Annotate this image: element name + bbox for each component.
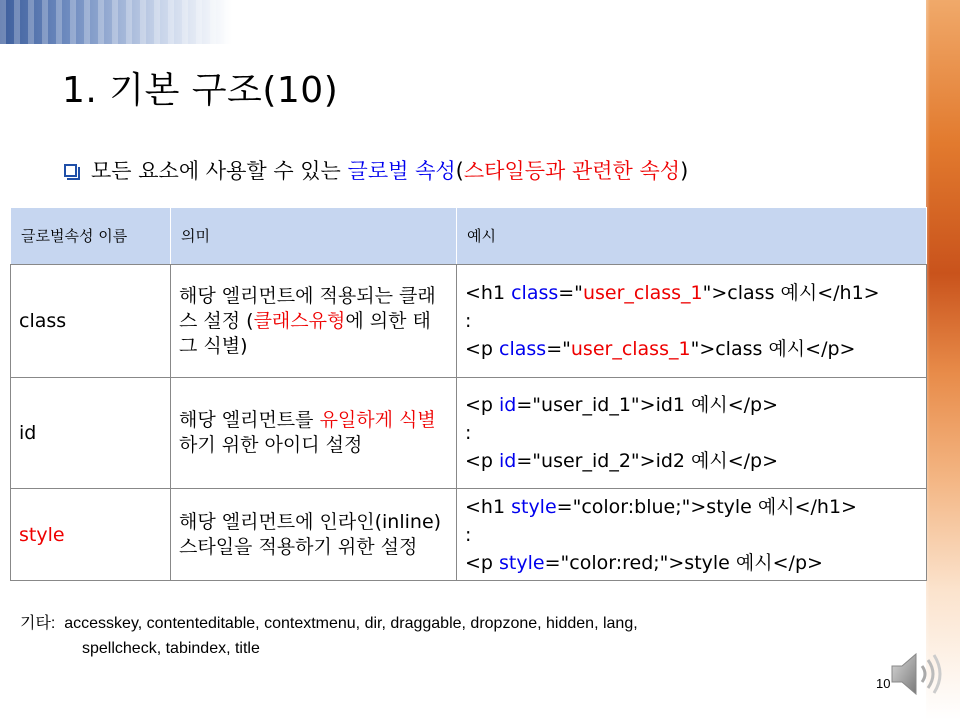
checkbox-bullet-icon bbox=[64, 164, 77, 177]
code-attr: class bbox=[511, 282, 559, 304]
code-text: ">class 예시</h1> bbox=[702, 282, 880, 304]
bullet-paren-close: ) bbox=[680, 159, 689, 183]
attr-name-cell: id bbox=[11, 378, 171, 489]
meaning-highlight: 유일하게 식별 bbox=[319, 409, 436, 431]
example-line bbox=[465, 493, 918, 521]
code-text: <p bbox=[465, 450, 500, 472]
example-separator: : bbox=[465, 523, 472, 546]
code-text: <p bbox=[465, 394, 500, 416]
code-attr: id bbox=[499, 450, 517, 472]
code-text: <p bbox=[465, 551, 500, 574]
code-text: ="user_id_1">id1 예시</p> bbox=[516, 394, 779, 416]
meaning-text: 해당 엘리먼트에 적용되는 클래스 설정 ( bbox=[179, 284, 436, 332]
speaker-icon[interactable] bbox=[888, 646, 944, 702]
example-line bbox=[465, 447, 918, 475]
example-line bbox=[465, 391, 918, 419]
meaning-cell bbox=[171, 265, 457, 378]
header-attribute-name: 글로벌속성 이름 bbox=[11, 208, 171, 265]
code-value: user_class_1 bbox=[582, 282, 703, 304]
meaning-text: 하기 위한 아이디 설정 bbox=[179, 434, 363, 456]
slide-title: 1. 기본 구조(10) bbox=[62, 70, 339, 111]
bullet-prefix: 모든 요소에 사용할 수 있는 bbox=[91, 159, 348, 183]
code-attr: style bbox=[511, 495, 557, 518]
other-attributes-line: spellcheck, tabindex, title bbox=[82, 640, 260, 657]
code-text: ">class 예시</p> bbox=[690, 338, 856, 360]
example-line bbox=[465, 279, 918, 307]
meaning-cell: 해당 엘리먼트에 인라인(inline) 스타일을 적용하기 위한 설정 bbox=[171, 489, 457, 581]
other-attributes-list: accesskey, contenteditable, contextmenu, dir, draggable, dropzone, hidden, lang, bbox=[64, 615, 638, 632]
code-text: <p bbox=[465, 338, 500, 360]
code-attr: class bbox=[499, 338, 547, 360]
example-line bbox=[465, 549, 918, 577]
example-line bbox=[465, 335, 918, 363]
header-meaning: 의미 bbox=[171, 208, 457, 265]
meaning-highlight: 클래스유형 bbox=[253, 309, 346, 332]
code-text: ="color:red;">style 예시</p> bbox=[544, 551, 823, 574]
example-cell bbox=[457, 489, 927, 581]
bullet-highlight-red: 스타일등과 관련한 속성 bbox=[463, 159, 681, 183]
attr-name-cell: style bbox=[11, 489, 171, 581]
header-example: 예시 bbox=[457, 208, 927, 265]
other-attributes-label: 기타: bbox=[20, 615, 56, 632]
code-text: <h1 bbox=[465, 282, 512, 304]
other-attributes-note bbox=[20, 611, 638, 661]
code-text: <h1 bbox=[465, 495, 512, 518]
example-separator: : bbox=[465, 310, 472, 332]
table-row bbox=[11, 265, 927, 378]
code-value: user_class_1 bbox=[570, 338, 691, 360]
table-header-row bbox=[11, 208, 927, 265]
global-attributes-table bbox=[10, 207, 927, 581]
code-text: ="color:blue;">style 예시</h1> bbox=[556, 495, 857, 518]
code-text: =" bbox=[546, 338, 571, 360]
meaning-cell bbox=[171, 378, 457, 489]
meaning-text: 에 의한 태그 식별) bbox=[179, 309, 431, 357]
example-cell bbox=[457, 378, 927, 489]
table-row bbox=[11, 378, 927, 489]
example-separator: : bbox=[465, 422, 472, 444]
example-cell bbox=[457, 265, 927, 378]
bullet-highlight-blue: 글로벌 속성 bbox=[347, 159, 456, 183]
code-text: ="user_id_2">id2 예시</p> bbox=[516, 450, 779, 472]
top-left-decoration bbox=[0, 0, 232, 44]
attr-name-cell: class bbox=[11, 265, 171, 378]
bullet-line bbox=[64, 156, 688, 186]
code-text: =" bbox=[558, 282, 583, 304]
other-attributes-line bbox=[20, 611, 638, 636]
page-number: 10 bbox=[876, 676, 891, 691]
bullet-paren-open: ( bbox=[455, 159, 464, 183]
meaning-text: 해당 엘리먼트를 bbox=[179, 409, 320, 431]
code-attr: id bbox=[499, 394, 517, 416]
table-row bbox=[11, 489, 927, 581]
code-attr: style bbox=[499, 551, 545, 574]
right-edge-decoration bbox=[926, 0, 960, 720]
